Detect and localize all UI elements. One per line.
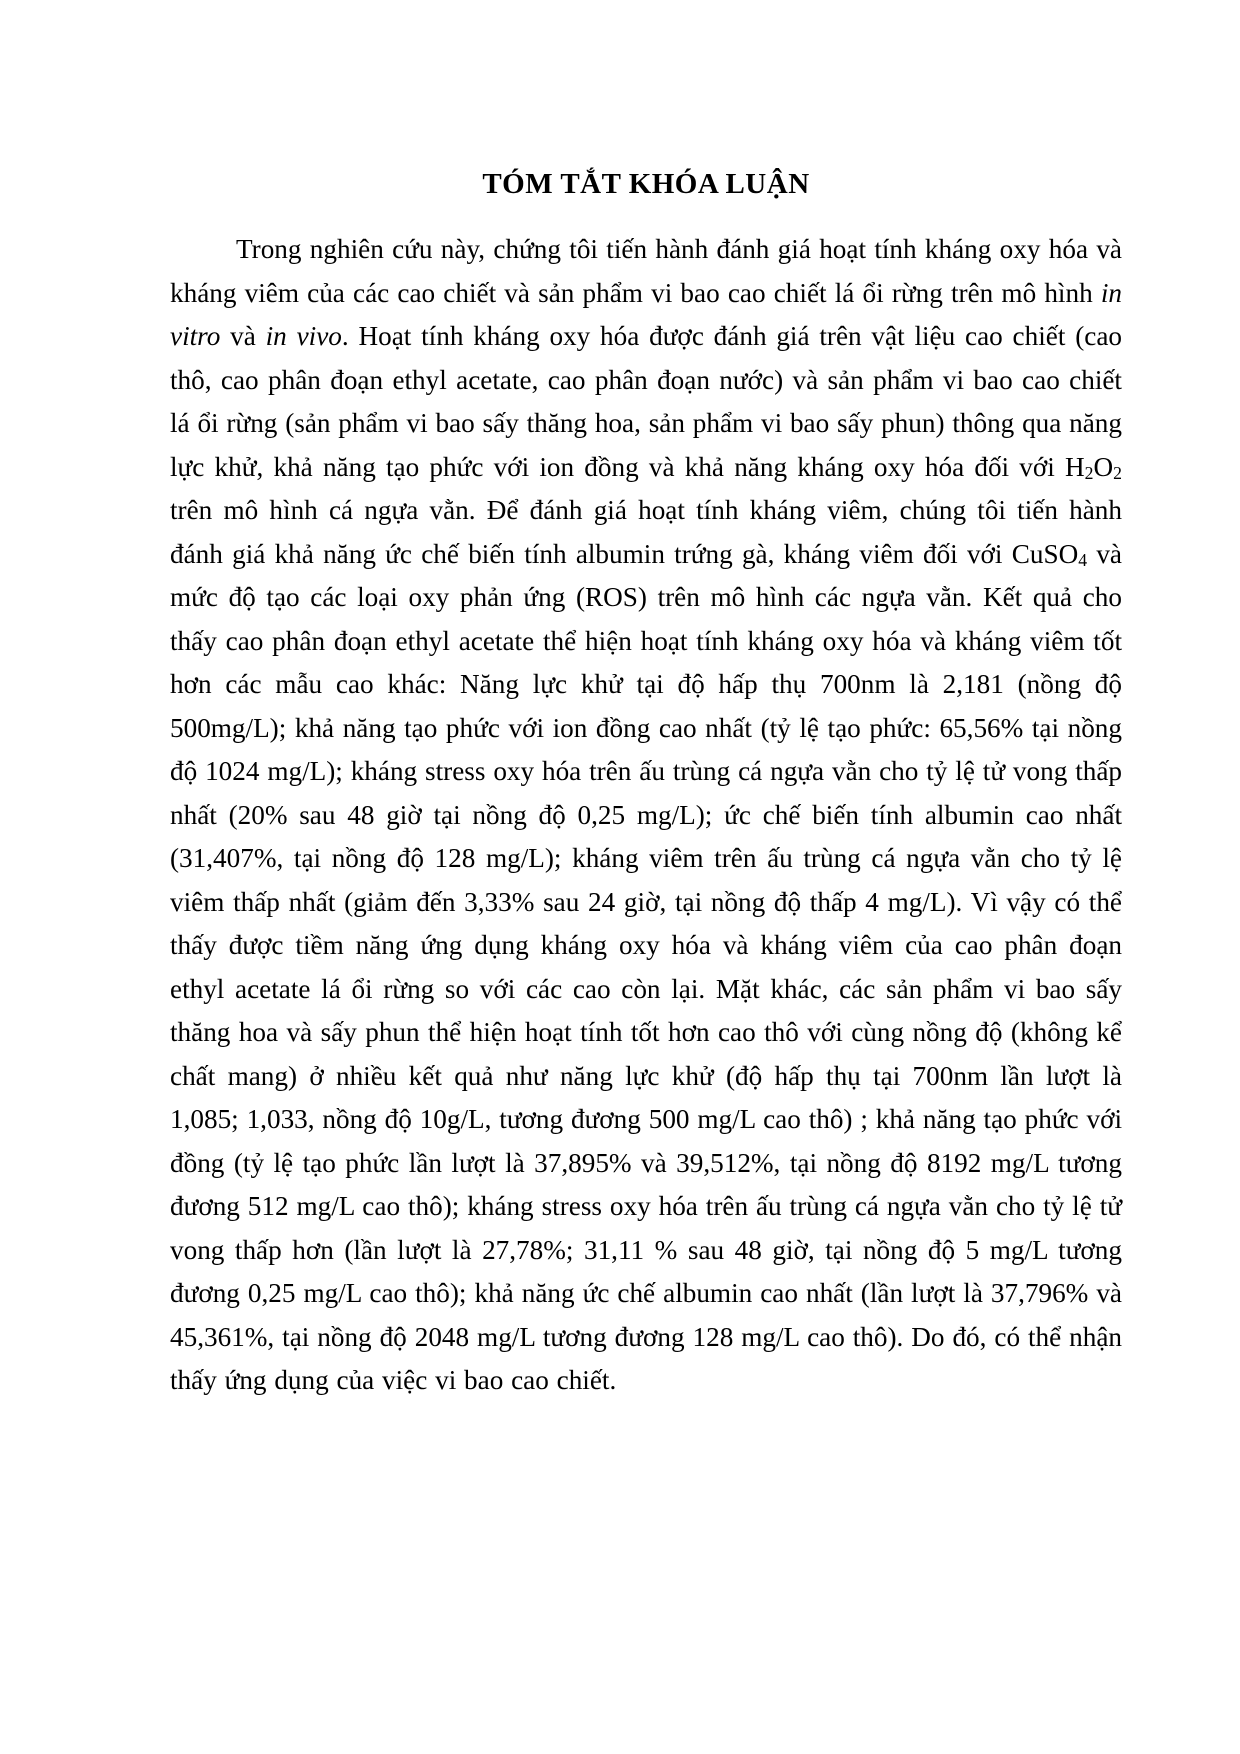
abstract-segment-italic: in vivo	[265, 321, 342, 351]
abstract-segment-normal: và	[220, 321, 266, 351]
abstract-segment-normal: và mức độ tạo các loại oxy phản ứng (ROS) trên mô hình các ngựa vằn. Kết quả cho thấy cao phân đoạn ethyl acetate thể hiện hoạt tính kháng oxy hóa và kháng viêm tốt hơn các mẫu cao khác: Năng lực khử tại độ hấp thụ 700nm là 2,181 (nồng độ 500mg/L); khả năng tạo phức với ion đồng cao nhất (tỷ lệ tạo phức: 65,56% tại nồng độ 1024 mg/L); kháng stress oxy hóa trên ấu trùng cá ngựa vằn cho tỷ lệ tử vong thấp nhất (20% sau 48 giờ tại nồng độ 0,25 mg/L); ức chế biến tính albumin cao nhất (31,407%, tại nồng độ 128 mg/L); kháng viêm trên ấu trùng cá ngựa vằn cho tỷ lệ viêm thấp nhất (giảm đến 3,33% sau 24 giờ, tại nồng độ thấp 4 mg/L). Vì vậy có thể thấy được tiềm năng ứng dụng kháng oxy hóa và kháng viêm của cao phân đoạn ethyl acetate lá ổi rừng so với các cao còn lại. Mặt khác, các sản phẩm vi bao sấy thăng hoa và sấy phun thể hiện hoạt tính tốt hơn cao thô với cùng nồng độ (không kể chất mang) ở nhiều kết quả như năng lực khử (độ hấp thụ tại 700nm lần lượt là 1,085; 1,033, nồng độ 10g/L, tương đương 500 mg/L cao thô) ; khả năng tạo phức với đồng (tỷ lệ tạo phức lần lượt là 37,895% và 39,512%, tại nồng độ 8192 mg/L tương đương 512 mg/L cao thô); kháng stress oxy hóa trên ấu trùng cá ngựa vằn cho tỷ lệ tử vong thấp hơn (lần lượt là 27,78%; 31,11 % sau 48 giờ, tại nồng độ 5 mg/L tương đương 0,25 mg/L cao thô); khả năng ức chế albumin cao nhất (lần lượt là 37,796% và 45,361%, tại nồng độ 2048 mg/L tương đương 128 mg/L cao thô). Do đó, có thể nhận thấy ứng dụng của việc vi bao cao chiết.	[170, 538, 1122, 1395]
abstract-paragraph	[170, 228, 1122, 1403]
abstract-segment-normal: . Hoạt tính kháng oxy hóa được đánh giá trên vật liệu cao chiết (cao thô, cao phân đoạn ethyl acetate, cao phân đoạn nước) và sản phẩm vi bao cao chiết lá ổi rừng (sản phẩm vi bao sấy thăng hoa, sản phẩm vi bao sấy phun) thông qua năng lực khử, khả năng tạo phức với ion đồng và khả năng kháng oxy hóa đối với H	[170, 321, 1122, 482]
abstract-segment-normal: Trong nghiên cứu này, chứng tôi tiến hành đánh giá hoạt tính kháng oxy hóa và kháng viêm của các cao chiết và sản phẩm vi bao cao chiết lá ổi rừng trên mô hình	[170, 234, 1122, 308]
abstract-segment-subscript: 2	[1113, 462, 1122, 483]
abstract-segment-normal: O	[1093, 451, 1114, 482]
abstract-segment-italic: in vitro	[170, 277, 1122, 351]
page-title: TÓM TẮT KHÓA LUẬN	[482, 168, 810, 200]
abstract-segment-normal: trên mô hình cá ngựa vằn. Để đánh giá hoạt tính kháng viêm, chúng tôi tiến hành đánh giá khả năng ức chế biến tính albumin trứng gà, kháng viêm đối với CuSO	[170, 495, 1122, 569]
abstract-segment-subscript: 4	[1078, 549, 1088, 570]
abstract-segment-subscript: 2	[1084, 462, 1094, 483]
